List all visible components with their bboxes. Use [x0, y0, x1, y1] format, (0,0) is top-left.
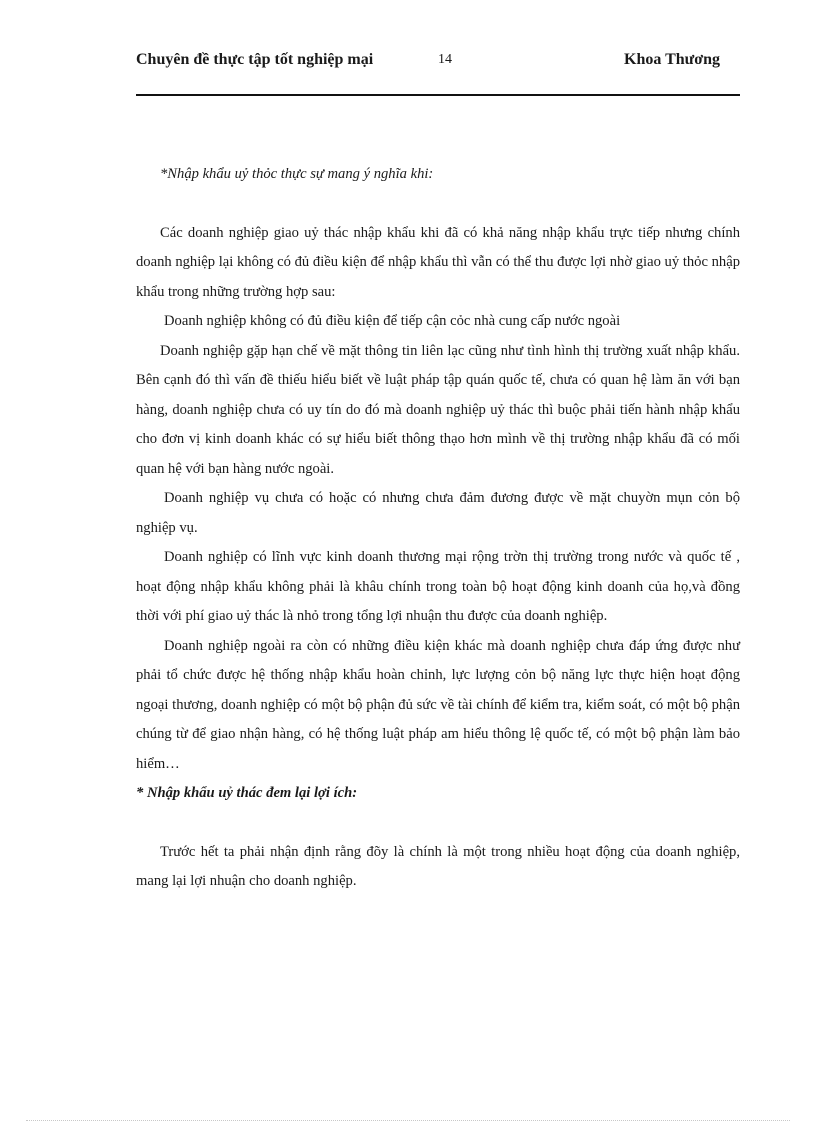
paragraph-6: Doanh nghiệp ngoài ra còn có những điều kiện khác mà doanh nghiệp chưa đáp ứng được như phải tổ chức được hệ thống nhập khẩu hoàn chỉnh, lực lượng cỏn bộ năng lực thực hiện hoạt động ngoại thương, doanh nghiệp có một bộ phận đủ sức về tài chính để kiểm tra, kiểm soát, có một bộ phận chúng từ để giao nhận hàng, có hệ thống luật pháp am hiểu thông lệ quốc tế, có một bộ phận làm bảo hiểm… [136, 637, 740, 772]
page-header [136, 50, 740, 96]
header-faculty-title: Khoa Thương [624, 51, 720, 68]
spacer [136, 809, 740, 838]
paragraph-5: Doanh nghiệp có lĩnh vực kinh doanh thương mại rộng trờn thị trường trong nước và quốc tế , hoạt động nhập khẩu không phải là khâu chính trong toàn bộ hoạt động kinh doanh của họ,và đồng thời với phí giao uỷ thác là nhỏ trong tổng lợi nhuận thu được của doanh nghiệp. [136, 549, 740, 624]
page-bottom-border [26, 1120, 790, 1121]
header-page-number: 14 [438, 52, 452, 67]
spacer [136, 190, 740, 219]
section-heading-2: * Nhập khẩu uỷ thác đem lại lợi ích: [136, 785, 358, 801]
paragraph-3: Doanh nghiệp gặp hạn chế về mặt thông tin liên lạc cũng như tình hình thị trường xuất nhập khẩu. Bên cạnh đó thì vấn đề thiếu hiểu biết về luật pháp tập quán quốc tế, chưa có quan hệ làm ăn với bạn hàng, doanh nghiệp chưa có uy tín do đó mà doanh nghiệp uỷ thác thì buộc phải tiến hành nhập khẩu cho đơn vị kinh doanh khác có sự hiểu biết thông thạo hơn mình về thị trường nhập khẩu đã có mối quan hệ với bạn hàng nước ngoài. [136, 342, 740, 477]
section-heading-1: *Nhập khẩu uỷ thỏc thực sự mang ý nghĩa khi: [160, 166, 434, 182]
header-document-title: Chuyên đề thực tập tốt nghiệp mại [136, 51, 374, 68]
body-text [136, 160, 740, 897]
paragraph-4: Doanh nghiệp vụ chưa có hoặc có nhưng chưa đảm đương được về mặt chuyờn mụn cỏn bộ nghiệp vụ. [136, 490, 740, 536]
paragraph-7: Trước hết ta phải nhận định rằng đõy là chính là một trong nhiều hoạt động của doanh nghiệp, mang lại lợi nhuận cho doanh nghiệp. [136, 843, 740, 889]
paragraph-2: Doanh nghiệp không có đủ điều kiện để tiếp cận cỏc nhà cung cấp nước ngoài [164, 313, 621, 329]
paragraph-1: Các doanh nghiệp giao uỷ thác nhập khẩu khi đã có khả năng nhập khẩu trực tiếp nhưng chính doanh nghiệp lại không có đủ điều kiện để nhập khẩu thì vẫn có thể thu được lợi nhờ giao uỷ thỏc nhập khẩu trong những trường hợp sau: [136, 224, 740, 300]
